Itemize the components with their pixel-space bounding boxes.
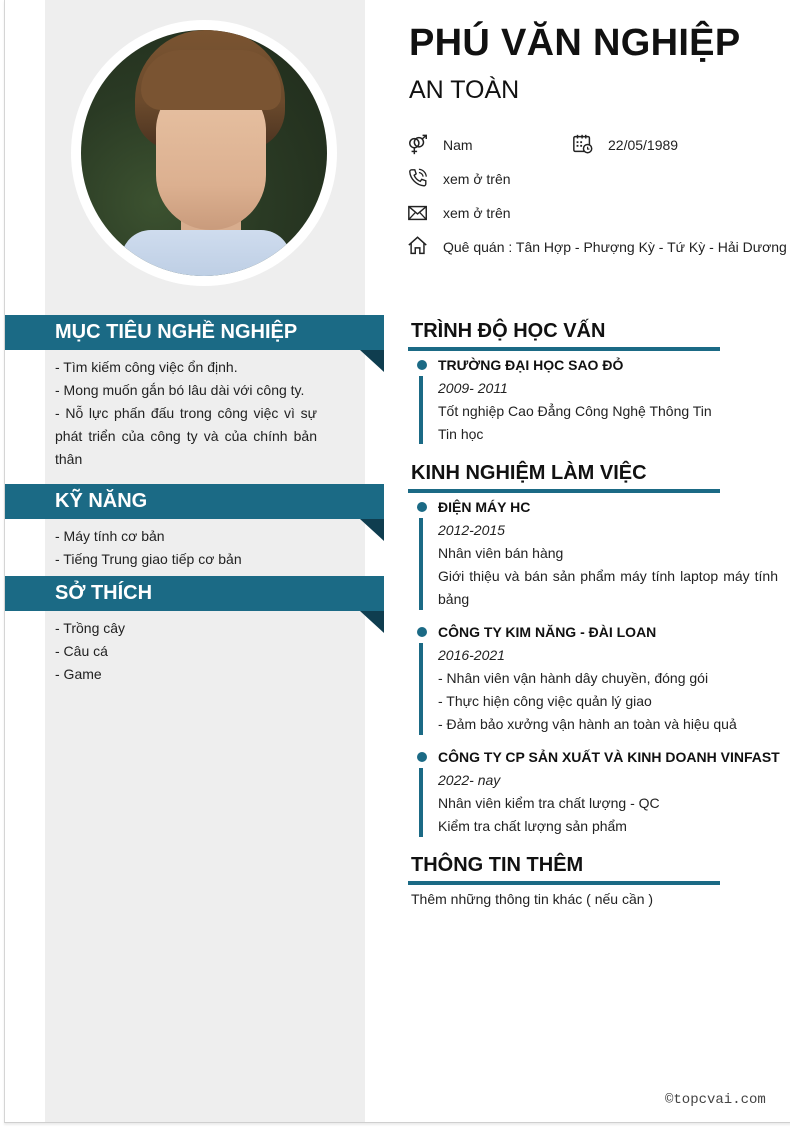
skills-list	[55, 525, 317, 571]
mail-icon	[407, 202, 429, 224]
education-heading: TRÌNH ĐỘ HỌC VẤN	[411, 320, 606, 342]
candidate-name: PHÚ VĂN NGHIỆP	[409, 22, 741, 64]
hobby-item: - Trồng cây	[55, 620, 126, 636]
objective-list	[55, 356, 317, 471]
education-detail: Tin học	[438, 426, 484, 442]
experience-company: ĐIỆN MÁY HC	[438, 499, 531, 515]
timeline-bar	[419, 376, 423, 444]
address-value: Quê quán : Tân Hợp - Phượng Kỳ - Tứ Kỳ - Hải Dương	[443, 239, 787, 255]
education-detail: Tốt nghiệp Cao Đẳng Công Nghệ Thông Tin	[438, 403, 712, 419]
experience-company: CÔNG TY KIM NĂNG - ĐÀI LOAN	[438, 624, 657, 640]
experience-period: 2012-2015	[438, 522, 505, 538]
phone-icon	[407, 167, 429, 189]
experience-company: CÔNG TY CP SẢN XUẤT VÀ KINH DOANH VINFAST	[438, 749, 780, 765]
home-icon	[407, 235, 429, 257]
calendar-icon	[572, 133, 594, 155]
skills-heading: KỸ NĂNG	[5, 484, 384, 519]
birthday-value: 22/05/1989	[608, 137, 679, 153]
objective-line: - Tìm kiếm công việc ổn định.	[55, 359, 238, 375]
phone-value: xem ở trên	[443, 171, 511, 187]
experience-detail: Nhân viên kiểm tra chất lượng - QC	[438, 795, 660, 811]
gender-icon	[407, 134, 429, 156]
ribbon-fold	[360, 519, 384, 541]
avatar	[81, 30, 327, 276]
experience-heading: KINH NGHIỆM LÀM VIỆC	[411, 462, 647, 484]
additional-text: Thêm những thông tin khác ( nếu cần )	[411, 891, 654, 907]
skill-item: - Máy tính cơ bản	[55, 528, 165, 544]
section-divider	[408, 881, 720, 885]
timeline-bar	[419, 643, 423, 735]
ribbon-fold	[360, 350, 384, 372]
timeline-dot	[417, 627, 427, 637]
timeline-dot	[417, 502, 427, 512]
additional-heading: THÔNG TIN THÊM	[411, 854, 584, 876]
gender-value: Nam	[443, 137, 473, 153]
email-value: xem ở trên	[443, 205, 511, 221]
objective-heading: MỤC TIÊU NGHỀ NGHIỆP	[5, 315, 384, 350]
timeline-bar	[419, 768, 423, 837]
hobby-item: - Câu cá	[55, 643, 108, 659]
hobbies-list	[55, 617, 317, 686]
timeline-dot	[417, 360, 427, 370]
experience-detail: - Nhân viên vận hành dây chuyền, đóng gói	[438, 670, 709, 686]
experience-detail: - Đảm bảo xưởng vận hành an toàn và hiệu quả	[438, 716, 737, 732]
experience-period: 2022- nay	[438, 772, 501, 788]
objective-line: - Nỗ lực phấn đấu trong công việc vì sự phát triển của công ty và của chính bản thân	[55, 405, 317, 467]
experience-period: 2016-2021	[438, 647, 505, 663]
skill-item: - Tiếng Trung giao tiếp cơ bản	[55, 551, 242, 567]
section-divider	[408, 347, 720, 351]
objective-line: - Mong muốn gắn bó lâu dài với công ty.	[55, 382, 305, 398]
hobbies-heading: SỞ THÍCH	[5, 576, 384, 611]
section-divider	[408, 489, 720, 493]
experience-detail: Giới thiệu và bán sản phẩm máy tính laptop máy tính bảng	[438, 568, 778, 607]
education-period: 2009- 2011	[438, 380, 508, 396]
timeline-dot	[417, 752, 427, 762]
experience-detail: Kiểm tra chất lượng sản phẩm	[438, 818, 627, 834]
education-school: TRƯỜNG ĐẠI HỌC SAO ĐỎ	[438, 357, 624, 373]
hobby-item: - Game	[55, 666, 102, 682]
watermark: ©topcvai.com	[665, 1092, 766, 1108]
ribbon-fold	[360, 611, 384, 633]
experience-detail: Nhân viên bán hàng	[438, 545, 564, 561]
candidate-position: AN TOÀN	[409, 76, 520, 104]
timeline-bar	[419, 518, 423, 610]
experience-detail: - Thực hiện công việc quản lý giao	[438, 693, 652, 709]
